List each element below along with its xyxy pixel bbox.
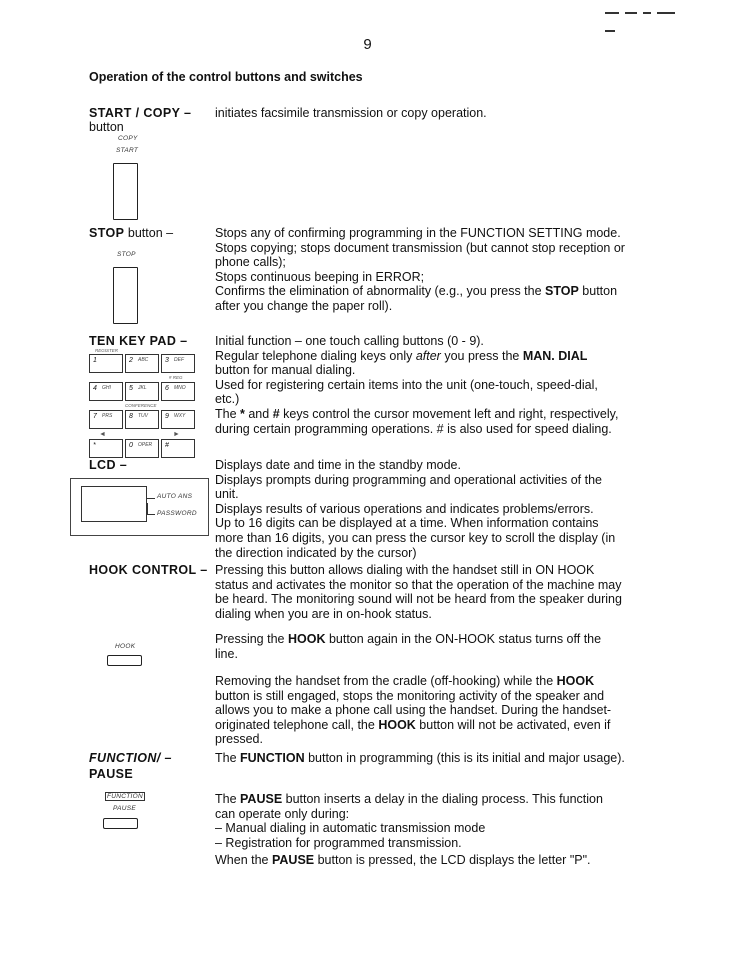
- lcd-description: Displays date and time in the standby mode. Displays prompts during programming and operational activities of the unit. Displays results of various operations and indicates problems/errors. Up to 16 digits can be displayed at a time. When information contains more than 16 digits, you can press the cursor key to scroll the display (in the direction indicated by the cursor): [215, 458, 616, 560]
- stop-button-icon: [113, 267, 138, 324]
- start-copy-label: START / COPY – button: [89, 106, 192, 134]
- stop-description: Stops any of confirming programming in the FUNCTION SETTING mode. Stops copying; stops document transmission (but cannot stop reception or phone calls); Stops continuous beeping in ERROR; Confirms the elimination of abnormality (e.g., you press the STOP button after you change the paper roll).: [215, 226, 625, 313]
- page-number: 9: [363, 36, 372, 53]
- lcd-label: LCD –: [89, 458, 128, 472]
- ten-key-pad-icon: REGISTER 1 2 ABC 3 DEF # REG 4 GHI 5 JKL 6 MNO CONFERENCE 7 PRS 8 TUV 9 WXY ◄ ► * 0 OPER #: [89, 347, 199, 459]
- pause-description: The PAUSE button inserts a delay in the dialing process. This function can operate only during: – Manual dialing in automatic transmission mode – Registration for programmed transmission.: [215, 792, 603, 850]
- stop-label: STOP button –: [89, 226, 174, 240]
- ten-key-pad-label: TEN KEY PAD –: [89, 334, 188, 348]
- pause-icon-label: PAUSE: [113, 805, 137, 812]
- hook-description-3: Removing the handset from the cradle (off-hooking) while the HOOK button is still engaged, stops the monitoring activity of the speaker and allows you to make a phone call using the handset. During the handset-originated telephone call, the HOOK button will not be activated, even if pressed.: [215, 674, 612, 747]
- password-label: PASSWORD: [157, 510, 197, 517]
- section-heading: Operation of the control buttons and switches: [89, 70, 363, 84]
- function-pause-button-icon: [103, 818, 138, 829]
- lcd-panel-icon: [70, 478, 209, 536]
- start-icon-label: START: [116, 147, 139, 154]
- ten-key-pad-description: Initial function – one touch calling buttons (0 - 9). Regular telephone dialing keys only after you press the MAN. DIAL button for manual dialing. Used for registering certain items into the unit (one-touch, speed-dial, etc.) The * and # keys control the cursor movement left and right, respectively, during certain programming operations. # is also used for speed dialing.: [215, 334, 619, 436]
- hook-icon-label: HOOK: [115, 643, 136, 650]
- pause-lcd-description: When the PAUSE button is pressed, the LCD displays the letter "P".: [215, 853, 591, 867]
- hook-description-1: Pressing this button allows dialing with the handset still in ON HOOK status and activates the monitor so that the operation of the machine may be heard. The monitoring sound will not be heard from the speaker during dialing when you are in on-hook status.: [215, 563, 622, 621]
- scan-marks: [605, 4, 695, 10]
- auto-ans-label: AUTO ANS: [157, 493, 193, 500]
- lcd-screen: [81, 486, 147, 522]
- hook-control-label: HOOK CONTROL –: [89, 563, 208, 577]
- start-copy-button-icon: [113, 163, 138, 220]
- start-copy-description: initiates facsimile transmission or copy operation.: [215, 106, 487, 120]
- function-description: The FUNCTION button in programming (this is its initial and major usage).: [215, 751, 625, 765]
- stop-icon-label: STOP: [117, 251, 136, 258]
- hook-button-icon: [107, 655, 142, 666]
- hook-description-2: Pressing the HOOK button again in the ON-HOOK status turns off the line.: [215, 632, 602, 661]
- function-icon-label: FUNCTION: [107, 793, 143, 800]
- copy-icon-label: COPY: [118, 135, 138, 142]
- function-pause-label: FUNCTION/ – PAUSE: [89, 751, 172, 781]
